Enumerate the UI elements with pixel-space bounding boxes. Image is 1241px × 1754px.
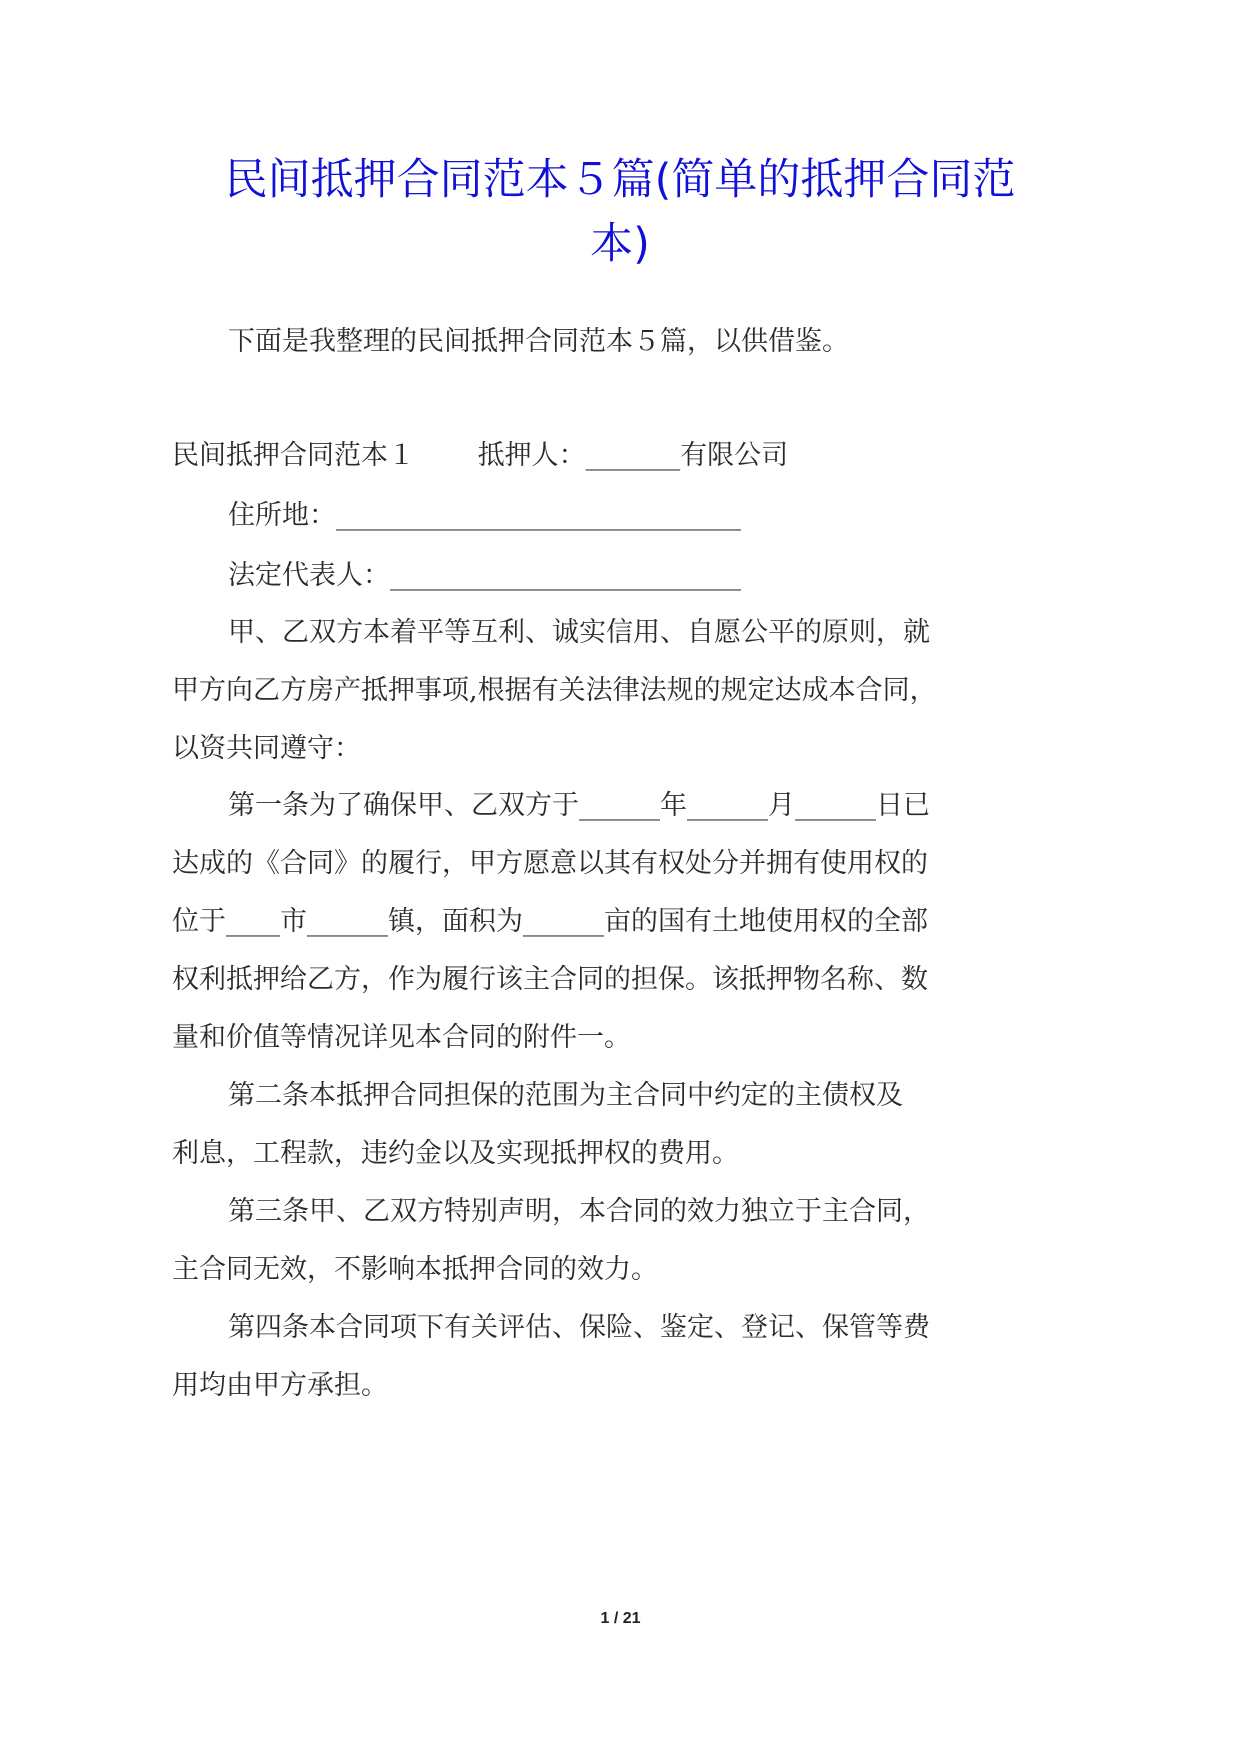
paragraph-line: 第三条甲、乙双方特别声明，本合同的效力独立于主合同， bbox=[228, 1196, 930, 1227]
paragraph-line: 甲方向乙方房产抵押事项,根据有关法律法规的规定达成本合同， bbox=[172, 675, 937, 706]
paragraph-line: 权利抵押给乙方，作为履行该主合同的担保。该抵押物名称、数 bbox=[172, 964, 928, 995]
paragraph-line: 第四条本合同项下有关评估、保险、鉴定、登记、保管等费 bbox=[228, 1312, 930, 1343]
title-line-1: 民间抵押合同范本５篇(简单的抵押合同范 bbox=[224, 155, 1016, 205]
paragraph-line: 甲、乙双方本着平等互利、诚实信用、自愿公平的原则，就 bbox=[228, 617, 930, 648]
paragraph-line: 量和价值等情况详见本合同的附件一。 bbox=[172, 1022, 631, 1053]
paragraph-line: 第一条为了确保甲、乙双方于______年______月______日已 bbox=[228, 790, 930, 821]
page-title bbox=[150, 148, 1090, 276]
paragraph-line: 达成的《合同》的履行，甲方愿意以其有权处分并拥有使用权的 bbox=[172, 848, 928, 879]
paragraph-line: 用均由甲方承担。 bbox=[172, 1370, 388, 1401]
contract-heading-row: 民间抵押合同范本１ 抵押人：_______有限公司 bbox=[172, 440, 789, 471]
paragraph-line: 第二条本抵押合同担保的范围为主合同中约定的主债权及 bbox=[228, 1080, 903, 1111]
address-field: 住所地：______________________________ bbox=[228, 500, 741, 531]
page-number: 1 / 21 bbox=[600, 1610, 641, 1627]
intro-paragraph: 下面是我整理的民间抵押合同范本５篇，以供借鉴。 bbox=[228, 326, 849, 357]
legal-representative-field: 法定代表人：__________________________ bbox=[228, 560, 741, 591]
title-line-2: 本) bbox=[590, 219, 650, 269]
paragraph-line: 位于____市______镇，面积为______亩的国有土地使用权的全部 bbox=[172, 906, 928, 937]
paragraph-line: 利息，工程款，违约金以及实现抵押权的费用。 bbox=[172, 1138, 739, 1169]
paragraph-line: 主合同无效，不影响本抵押合同的效力。 bbox=[172, 1254, 658, 1285]
paragraph-line: 以资共同遵守： bbox=[172, 733, 361, 764]
